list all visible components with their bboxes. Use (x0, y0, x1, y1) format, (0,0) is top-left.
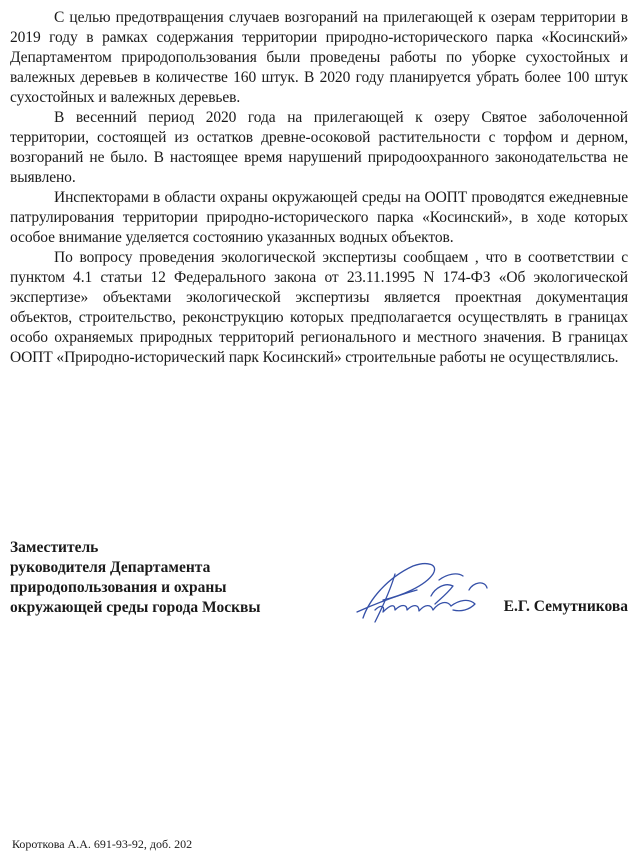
signature-block (10, 538, 628, 628)
letter-body (10, 8, 628, 368)
signer-position (10, 538, 330, 618)
paragraph-inspectors: Инспекторами в области охраны окружающей среды на ООПТ проводятся ежедневные патрулирования территории природно-исторического парка «Косинский», в ходе которых особое внимание уделяется состоянию указанных водных объектов. (10, 189, 628, 246)
paragraph-fire-prevention: С целью предотвращения случаев возгораний на прилегающей к озерам территории в 2019 году в рамках содержания территории природно-исторического парка «Косинский» Департаментом природопользования были проведены работы по уборке сухостойных и валежных деревьев в количестве 160 штук. В 2020 году планируется убрать более 100 штук сухостойных и валежных деревьев. (10, 9, 628, 106)
signer-position-line: Заместитель (10, 539, 99, 556)
paragraph-ecological-expertise: По вопросу проведения экологической экспертизы сообщаем , что в соответствии с пунктом 4.1 статьи 12 Федерального закона от 23.11.1995 N 174-ФЗ «Об экологической экспертизе» объектами экологической экспертизы является проектная документация объектов, строительство, реконструкцию которых предполагается осуществлять в границах особо охраняемых природных территорий регионального и местного значения. В границах ООПТ «Природно-исторический парк Косинский» строительные работы не осуществлялись. (10, 249, 628, 366)
signer-position-line: руководителя Департамента (10, 559, 211, 576)
paragraph-spring-period: В весенний период 2020 года на прилегающей к озеру Святое заболоченной территории, состоящей из остатков древне-осоковой растительности с торфом и дерном, возгораний не было. В настоящее время нарушений природоохранного законодательства не выявлено. (10, 109, 628, 186)
signer-name: Е.Г. Семутникова (503, 598, 628, 615)
signer-position-line: природопользования и охраны (10, 579, 227, 596)
handwritten-signature (335, 560, 510, 630)
signer-position-line: окружающей среды города Москвы (10, 599, 261, 616)
letter-page (10, 0, 628, 865)
executor-contact: Короткова А.А. 691-93-92, доб. 202 (12, 837, 193, 851)
